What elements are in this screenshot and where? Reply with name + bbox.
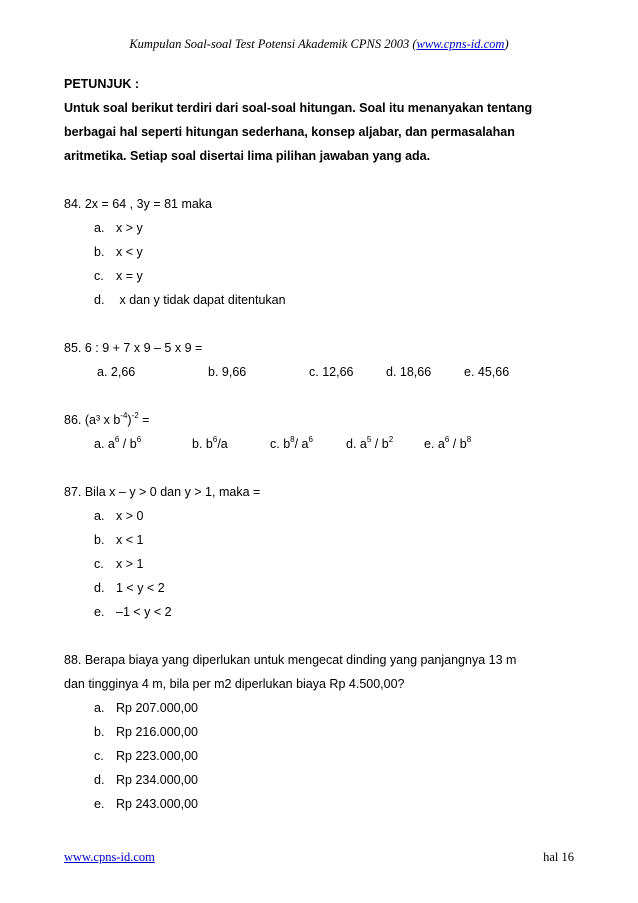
question-84: 84. 2x = 64 , 3y = 81 maka xyxy=(64,197,213,211)
options-86 xyxy=(64,432,574,456)
question-88-line-2: dan tingginya 4 m, bila per m2 diperlukan biaya Rp 4.500,00? xyxy=(64,677,405,691)
page-number: hal 16 xyxy=(543,850,574,864)
option-88-d: d. Rp 234.000,00 xyxy=(94,773,199,787)
option-84-c: c. x = y xyxy=(94,269,143,283)
option-85-c: c. 12,66 xyxy=(309,365,354,379)
page-footer xyxy=(64,850,574,865)
option-88-b: b. Rp 216.000,00 xyxy=(94,725,199,739)
option-85-b: b. 9,66 xyxy=(208,365,247,379)
option-88-c: c. Rp 223.000,00 xyxy=(94,749,199,763)
options-85 xyxy=(64,360,574,384)
option-88-e: e. Rp 243.000,00 xyxy=(94,797,199,811)
option-86-d: d. $a^5 / b^2$ xyxy=(346,435,394,451)
instructions-line-2: berbagai hal seperti hitungan sederhana, konsep aljabar, dan permasalahan xyxy=(64,125,515,139)
option-88-a: a. Rp 207.000,00 xyxy=(94,701,199,715)
question-87: 87. Bila x – y > 0 dan y > 1, maka = xyxy=(64,485,261,499)
option-86-a: a. $a^6 / b^6$ xyxy=(94,435,142,451)
option-87-c: c. x > 1 xyxy=(94,557,144,571)
instructions-line-1: Untuk soal berikut terdiri dari soal-soal hitungan. Soal itu menanyakan tentang xyxy=(64,101,533,115)
header-link[interactable]: www.cpns-id.com xyxy=(416,37,505,51)
option-84-d: d. x dan y tidak dapat ditentukan xyxy=(94,293,286,307)
option-87-e: e. –1 < y < 2 xyxy=(94,605,172,619)
footer-url[interactable]: www.cpns-id.com xyxy=(64,850,155,864)
option-87-d: d. 1 < y < 2 xyxy=(94,581,165,595)
instructions-line-3: aritmetika. Setiap soal disertai lima pilihan jawaban yang ada. xyxy=(64,149,431,163)
header-open-paren: ( xyxy=(412,37,417,51)
document-body xyxy=(64,72,574,816)
question-85: 85. 6 : 9 + 7 x 9 – 5 x 9 = xyxy=(64,341,203,355)
header-close-paren: ) xyxy=(504,37,509,51)
option-86-c: c. $b^8/$ $a^6$ xyxy=(270,435,313,451)
option-84-b: b. x < y xyxy=(94,245,143,259)
option-85-d: d. 18,66 xyxy=(386,365,432,379)
option-87-a: a. x > 0 xyxy=(94,509,144,523)
option-86-e: e. $a^6 / b^8$ xyxy=(424,435,472,451)
question-86: 86. (a³ x $b^{-4})^{-2}$ = xyxy=(64,411,150,427)
option-84-a: a. x > y xyxy=(94,221,143,235)
header-title: Kumpulan Soal-soal Test Potensi Akademik CPNS 2003 xyxy=(129,37,410,51)
option-85-e: e. 45,66 xyxy=(464,365,510,379)
option-85-a: a. 2,66 xyxy=(97,365,136,379)
option-86-b: b. $b^6/a$ xyxy=(192,435,228,451)
option-87-b: b. x < 1 xyxy=(94,533,144,547)
page-header xyxy=(0,37,638,52)
instructions-heading: PETUNJUK : xyxy=(64,77,140,91)
question-88-line-1: 88. Berapa biaya yang diperlukan untuk mengecat dinding yang panjangnya 13 m xyxy=(64,653,517,667)
